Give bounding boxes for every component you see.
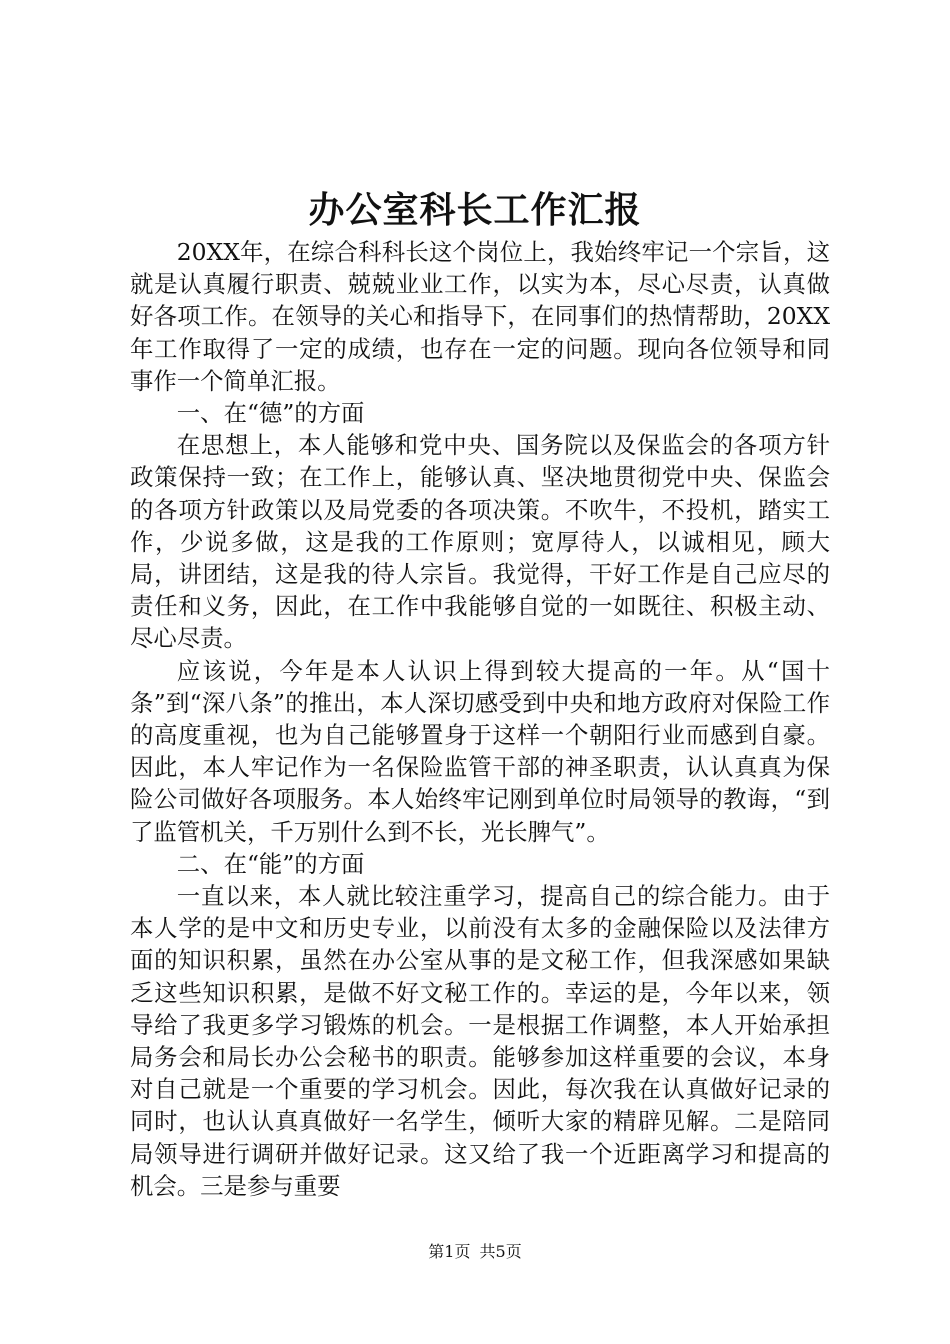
section-heading-de: 一、在“德”的方面 [176,399,365,428]
page-footer [0,1240,950,1264]
paragraph-neng-1: 一直以来，本人就比较注重学习，提高自己的综合能力。由于本人学的是中文和历史专业，以前没有太多的金融保险以及法律方面的知识积累，虽然在办公室从事的是文秘工作，但我深感如果缺乏这些知识积累，是做不好文秘工作的。幸运的是，今年以来，领导给了我更多学习锻炼的机会。一是根据工作调整，本人开始承担局务会和局长办公会秘书的职责。能够参加这样重要的会议，本身对自己就是一个重要的学习机会。因此，每次我在认真做好记录的同时，也认认真真做好一名学生，倾听大家的精辟见解。二是陪同局领导进行调研并做好记录。这又给了我一个近距离学习和提高的机会。三是参与重要 [130,882,830,1200]
page-number: 第1页 [428,1242,471,1261]
section-heading-neng: 二、在“能”的方面 [176,849,365,878]
paragraph-intro: 20XX年，在综合科科长这个岗位上，我始终牢记一个宗旨，这就是认真履行职责、兢兢业业工作，以实为本，尽心尽责，认真做好各项工作。在领导的关心和指导下，在同事们的热情帮助，20XX年工作取得了一定的成绩，也存在一定的问题。现向各位领导和同事作一个简单汇报。 [130,238,830,395]
paragraph-de-2: 应该说，今年是本人认识上得到较大提高的一年。从“国十条”到“深八条”的推出，本人深切感受到中央和地方政府对保险工作的高度重视，也为自己能够置身于这样一个朝阳行业而感到自豪。因此，本人牢记作为一名保险监管干部的神圣职责，认认真真为保险公司做好各项服务。本人始终牢记刚到单位时局领导的教诲，“到了监管机关，千万别什么到不长，光长脾气”。 [130,656,830,846]
document-title: 办公室科长工作汇报 [308,189,642,231]
paragraph-de-1: 在思想上，本人能够和党中央、国务院以及保监会的各项方针政策保持一致；在工作上，能够认真、坚决地贯彻党中央、保监会的各项方针政策以及局党委的各项决策。不吹牛，不投机，踏实工作，少说多做，这是我的工作原则；宽厚待人，以诚相见，顾大局，讲团结，这是我的待人宗旨。我觉得，干好工作是自己应尽的责任和义务，因此，在工作中我能够自觉的一如既往、积极主动、尽心尽责。 [130,431,830,653]
document-body [130,236,830,1202]
page-total: 共5页 [479,1242,522,1261]
